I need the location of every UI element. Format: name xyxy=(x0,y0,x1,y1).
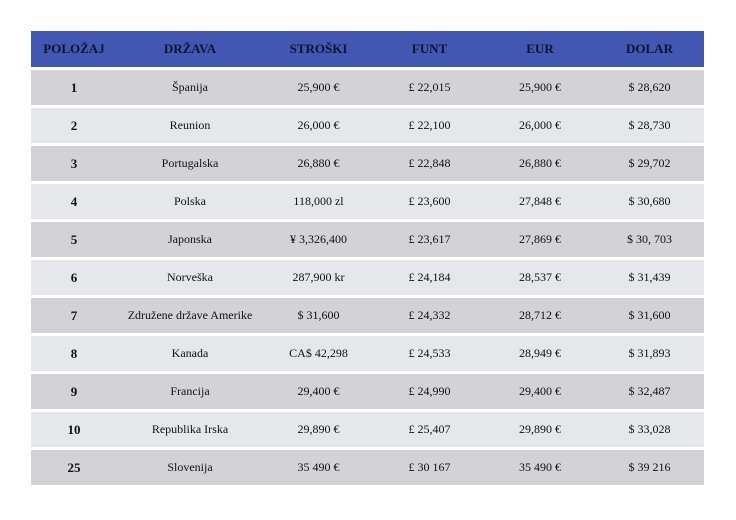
table-row xyxy=(31,450,704,485)
cell-drzava: Japonska xyxy=(117,222,263,257)
cell-stroski: 29,890 € xyxy=(263,412,374,447)
header-row xyxy=(31,31,704,67)
cell-dolar: $ 31,893 xyxy=(595,336,704,371)
table-row xyxy=(31,184,704,219)
table-row xyxy=(31,298,704,333)
cell-stroski: 25,900 € xyxy=(263,70,374,105)
cell-drzava: Norveška xyxy=(117,260,263,295)
header-eur: EUR xyxy=(485,31,595,67)
cell-stroski: 287,900 kr xyxy=(263,260,374,295)
table-row xyxy=(31,412,704,447)
cell-drzava: Španija xyxy=(117,70,263,105)
cell-polozaj: 1 xyxy=(31,70,117,105)
cell-polozaj: 3 xyxy=(31,146,117,181)
header-drzava: DRŽAVA xyxy=(117,31,263,67)
cell-funt: £ 22,015 xyxy=(374,70,485,105)
cell-eur: 27,869 € xyxy=(485,222,595,257)
cell-eur: 28,712 € xyxy=(485,298,595,333)
cell-polozaj: 6 xyxy=(31,260,117,295)
cell-polozaj: 2 xyxy=(31,108,117,143)
cell-funt: £ 24,990 xyxy=(374,374,485,409)
cell-dolar: $ 29,702 xyxy=(595,146,704,181)
cell-drzava: Reunion xyxy=(117,108,263,143)
cell-funt: £ 24,184 xyxy=(374,260,485,295)
cell-funt: £ 30 167 xyxy=(374,450,485,485)
cell-stroski: 26,000 € xyxy=(263,108,374,143)
table-row xyxy=(31,146,704,181)
cell-funt: £ 24,533 xyxy=(374,336,485,371)
header-stroski: STROŠKI xyxy=(263,31,374,67)
cell-drzava: Kanada xyxy=(117,336,263,371)
cell-polozaj: 5 xyxy=(31,222,117,257)
cell-dolar: $ 28,620 xyxy=(595,70,704,105)
table-row xyxy=(31,222,704,257)
cell-stroski: ¥ 3,326,400 xyxy=(263,222,374,257)
cell-stroski: 26,880 € xyxy=(263,146,374,181)
cell-eur: 27,848 € xyxy=(485,184,595,219)
cell-eur: 28,537 € xyxy=(485,260,595,295)
cell-polozaj: 10 xyxy=(31,412,117,447)
cell-stroski: 29,400 € xyxy=(263,374,374,409)
cell-stroski: 35 490 € xyxy=(263,450,374,485)
cell-polozaj: 25 xyxy=(31,450,117,485)
table-row xyxy=(31,108,704,143)
cell-eur: 26,000 € xyxy=(485,108,595,143)
cell-stroski: 118,000 zl xyxy=(263,184,374,219)
cell-funt: £ 22,848 xyxy=(374,146,485,181)
cell-polozaj: 7 xyxy=(31,298,117,333)
header-dolar: DOLAR xyxy=(595,31,704,67)
cell-drzava: Združene države Amerike xyxy=(117,298,263,333)
cell-polozaj: 8 xyxy=(31,336,117,371)
cell-funt: £ 23,617 xyxy=(374,222,485,257)
header-funt: FUNT xyxy=(374,31,485,67)
table-row xyxy=(31,70,704,105)
cell-dolar: $ 31,439 xyxy=(595,260,704,295)
table-row xyxy=(31,336,704,371)
cost-comparison-table xyxy=(31,28,704,488)
cell-stroski: CA$ 42,298 xyxy=(263,336,374,371)
cell-dolar: $ 28,730 xyxy=(595,108,704,143)
table-row xyxy=(31,374,704,409)
cell-dolar: $ 30,680 xyxy=(595,184,704,219)
cell-eur: 35 490 € xyxy=(485,450,595,485)
cell-drzava: Republika Irska xyxy=(117,412,263,447)
header-polozaj: POLOŽAJ xyxy=(31,31,117,67)
cell-eur: 29,400 € xyxy=(485,374,595,409)
cell-drzava: Polska xyxy=(117,184,263,219)
cell-drzava: Francija xyxy=(117,374,263,409)
cell-dolar: $ 32,487 xyxy=(595,374,704,409)
cell-drzava: Slovenija xyxy=(117,450,263,485)
cell-polozaj: 9 xyxy=(31,374,117,409)
cell-dolar: $ 31,600 xyxy=(595,298,704,333)
cell-eur: 26,880 € xyxy=(485,146,595,181)
cell-drzava: Portugalska xyxy=(117,146,263,181)
cell-dolar: $ 39 216 xyxy=(595,450,704,485)
cell-funt: £ 25,407 xyxy=(374,412,485,447)
cell-funt: £ 22,100 xyxy=(374,108,485,143)
cell-funt: £ 23,600 xyxy=(374,184,485,219)
cell-stroski: $ 31,600 xyxy=(263,298,374,333)
cell-funt: £ 24,332 xyxy=(374,298,485,333)
cell-eur: 28,949 € xyxy=(485,336,595,371)
table-body xyxy=(31,70,704,485)
cell-dolar: $ 30, 703 xyxy=(595,222,704,257)
table-row xyxy=(31,260,704,295)
cost-table-container xyxy=(31,31,704,488)
cell-eur: 25,900 € xyxy=(485,70,595,105)
cell-polozaj: 4 xyxy=(31,184,117,219)
cell-dolar: $ 33,028 xyxy=(595,412,704,447)
cell-eur: 29,890 € xyxy=(485,412,595,447)
